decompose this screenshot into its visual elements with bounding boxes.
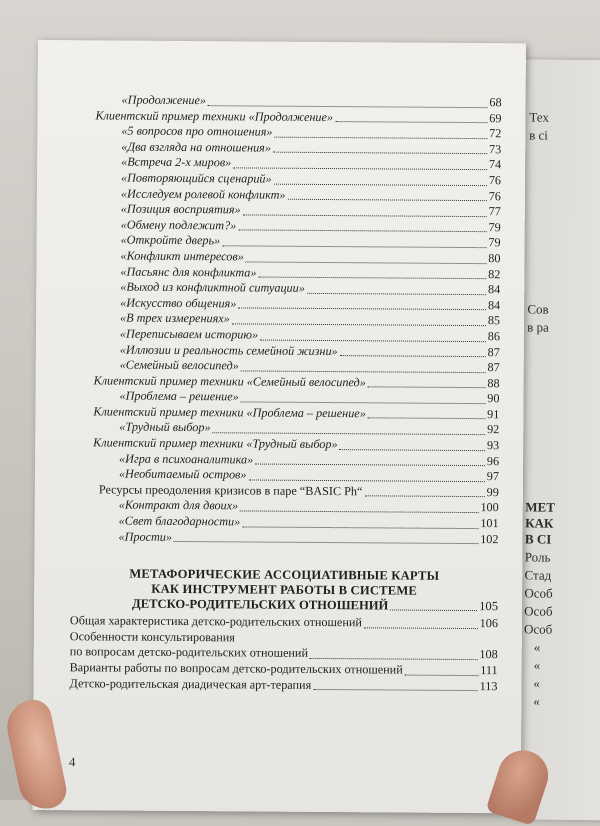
leader-dots	[174, 540, 478, 544]
leader-dots	[274, 135, 487, 138]
leader-dots	[368, 386, 486, 389]
next-page-fragment: в сі	[529, 127, 549, 143]
next-page-fragment: Особ	[523, 621, 553, 637]
leader-dots	[390, 609, 477, 612]
page-ref: 69	[489, 110, 502, 125]
page-number: 4	[68, 754, 76, 770]
toc-entry-title: «Выход из конфликтной ситуации»	[120, 279, 305, 295]
section-heading	[70, 566, 498, 599]
leader-dots	[340, 448, 485, 451]
page-ref: 80	[488, 251, 501, 266]
leader-dots	[310, 657, 477, 660]
leader-dots	[238, 307, 486, 311]
toc-entry-title: «Исследуем ролевой конфликт»	[120, 186, 286, 202]
page-ref: 74	[488, 157, 502, 172]
next-page-fragment: Роль	[524, 549, 551, 565]
toc-entry-title: Детско-родительская диадическая арт-терапия	[69, 675, 312, 692]
leader-dots	[208, 104, 487, 108]
toc-entry	[70, 529, 498, 548]
page-ref: 90	[487, 391, 500, 406]
toc-entry-title: «Конфликт интересов»	[120, 248, 244, 264]
toc-entry-title: «Семейный велосипед»	[119, 357, 239, 373]
leader-dots	[307, 292, 486, 295]
leader-dots	[364, 495, 484, 498]
page-ref: 97	[486, 469, 500, 484]
leader-dots	[255, 463, 485, 467]
leader-dots	[340, 354, 486, 357]
toc-entry	[69, 676, 497, 695]
leader-dots	[274, 182, 487, 185]
toc-tail-entries	[69, 613, 498, 694]
toc-entry-title: Клиентский пример техники «Семейный велосипед»	[93, 373, 366, 389]
page-ref: 92	[487, 422, 500, 437]
toc-entry-title: «Трудный выбор»	[119, 420, 211, 435]
toc-entry-title: «Повторяющийся сценарий»	[120, 170, 272, 186]
toc-entry-title: «Встреча 2-х миров»	[121, 154, 232, 170]
next-page-fragment: Особ	[524, 603, 553, 619]
leader-dots	[233, 166, 487, 170]
leader-dots	[368, 417, 485, 420]
book-page	[33, 40, 526, 813]
page-ref: 73	[489, 141, 502, 157]
toc-entry-title: «Иллюзии и реальность семейной жизни»	[119, 342, 338, 358]
page-ref: 84	[488, 282, 501, 297]
toc-entry-title: «Пасьянс для конфликта»	[120, 264, 257, 280]
page-ref: 79	[488, 235, 501, 250]
page-ref: 93	[486, 438, 500, 453]
toc-entry-title: по вопросам детско-родительских отношений	[69, 644, 309, 661]
section-heading-line: КАК ИНСТРУМЕНТ РАБОТЫ В СИСТЕМЕ	[151, 582, 418, 598]
page-ref: 82	[488, 266, 501, 281]
leader-dots	[241, 400, 486, 404]
leader-dots	[313, 688, 477, 691]
next-page-fragment: Особ	[524, 585, 553, 601]
next-page-fragment: Сов	[527, 301, 549, 317]
section-heading-line: МЕТАФОРИЧЕСКИЕ АССОЦИАТИВНЫЕ КАРТЫ	[129, 566, 440, 584]
toc-entry-title: Клиентский пример техники «Трудный выбор»	[93, 435, 338, 452]
page-ref: 72	[489, 126, 502, 141]
next-page-fragment: «	[533, 675, 541, 691]
page-ref: 99	[486, 484, 499, 500]
toc-entry-title: «Обмену подлежит?»	[120, 217, 237, 233]
leader-dots	[242, 525, 478, 529]
section-heading-line: ДЕТСКО-РОДИТЕЛЬСКИХ ОТНОШЕНИЙ	[132, 596, 389, 613]
toc-entry-title: «Игра в психоаналитика»	[119, 451, 254, 467]
toc-entry-title: Клиентский пример техники «Проблема – решение»	[93, 404, 366, 421]
toc-entry-title: «Переписываем историю»	[119, 326, 259, 342]
toc-entry-title: «Контракт для двоих»	[118, 498, 239, 513]
page-ref: 85	[487, 313, 501, 328]
page-ref: 79	[488, 219, 501, 234]
page-ref: 106	[479, 616, 498, 631]
page-ref: 108	[479, 647, 498, 662]
leader-dots	[364, 626, 478, 629]
toc-entry-title: Особенности консультирования	[69, 629, 235, 645]
toc-entry-title: «Свет благодарности»	[118, 513, 241, 529]
page-ref: 113	[479, 678, 498, 693]
next-page-fragment: «	[533, 693, 540, 709]
leader-dots	[405, 673, 478, 676]
page-ref: 91	[487, 407, 500, 422]
leader-dots	[246, 260, 487, 264]
toc-entry-title: Общая характеристика детско-родительских отношений	[69, 613, 362, 630]
toc-entry-title: «Проблема – решение»	[119, 388, 239, 404]
page-ref: 96	[486, 453, 500, 468]
next-page-fragment: «	[533, 657, 541, 673]
page-ref: 100	[480, 500, 499, 515]
toc-entry-title: Клиентский пример техники «Продолжение»	[95, 107, 334, 124]
page-ref: 76	[488, 188, 501, 203]
leader-dots	[213, 431, 486, 435]
leader-dots	[335, 120, 487, 123]
toc-entries	[70, 92, 501, 547]
toc-entry-title: Ресурсы преодоления кризисов в паре “BASIC Ph“	[98, 482, 363, 499]
table-of-contents	[69, 92, 501, 694]
leader-dots	[258, 276, 486, 280]
page-ref: 84	[487, 297, 501, 312]
next-page-fragment: МЕТ	[525, 499, 555, 515]
next-page-fragment: КАК	[525, 515, 554, 531]
page-ref: 101	[480, 516, 499, 531]
next-page-fragment: Тех	[529, 109, 550, 125]
leader-dots	[222, 244, 486, 248]
toc-entry-title: «Необитаемый остров»	[118, 466, 247, 482]
toc-entry-title: «Два взгляда на отношения»	[121, 139, 272, 155]
toc-entry-title: «5 вопросов про отношения»	[121, 123, 273, 139]
toc-entry-title: «Откройте дверь»	[120, 232, 221, 248]
page-ref: 87	[487, 360, 500, 375]
leader-dots	[248, 478, 484, 482]
page-ref: 105	[479, 599, 499, 614]
page-ref: 76	[488, 173, 502, 188]
page-ref: 111	[480, 663, 498, 678]
leader-dots	[273, 151, 487, 154]
leader-dots	[241, 369, 486, 373]
page-ref: 77	[488, 204, 501, 219]
section-heading-last-line	[70, 596, 498, 614]
next-page-fragment: «	[533, 639, 541, 655]
leader-dots	[232, 322, 486, 326]
leader-dots	[288, 198, 487, 201]
toc-entry-title: «Позиция восприятия»	[120, 201, 241, 217]
page-ref: 68	[489, 95, 502, 110]
toc-entry-title: «Прости»	[118, 529, 173, 544]
page-ref: 87	[487, 344, 500, 359]
toc-entry-title: «Искусство общения»	[120, 295, 237, 311]
next-page-fragment: В СІ	[524, 531, 552, 547]
leader-dots	[243, 213, 487, 217]
page-ref: 102	[480, 531, 499, 546]
page-ref: 88	[487, 375, 500, 390]
next-page	[516, 59, 600, 820]
next-page-fragment: в ра	[527, 319, 549, 335]
toc-entry-title: «В трех измерениях»	[120, 310, 230, 326]
page-ref: 86	[487, 329, 500, 344]
toc-entry-title: Варианты работы по вопросам детско-родительских отношений	[69, 660, 403, 677]
leader-dots	[260, 338, 486, 342]
toc-entry-title: «Продолжение»	[121, 92, 207, 108]
leader-dots	[240, 509, 478, 513]
next-page-fragment: Стад	[524, 567, 552, 583]
leader-dots	[238, 229, 486, 233]
